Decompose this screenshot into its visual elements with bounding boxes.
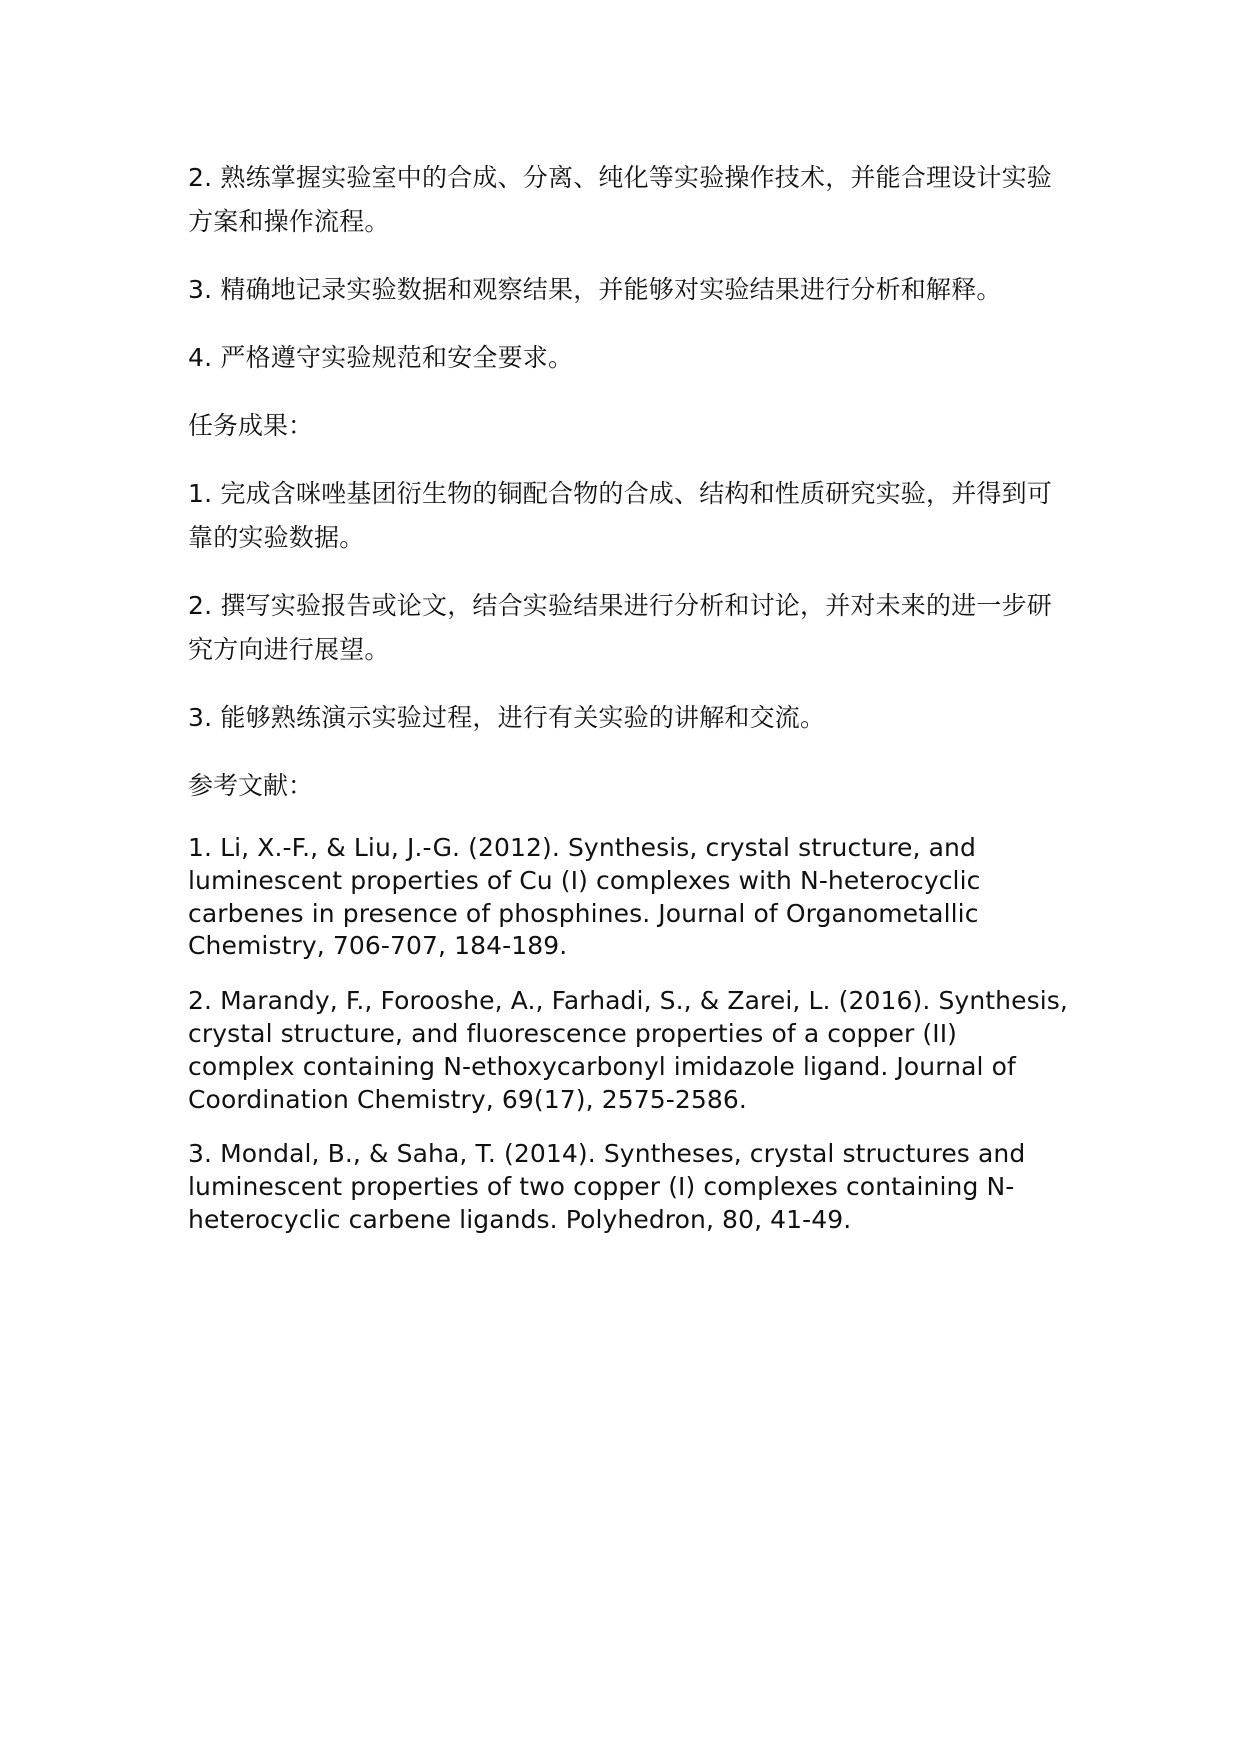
requirement-item: 3. 精确地记录实验数据和观察结果，并能够对实验结果进行分析和解释。 xyxy=(188,275,1002,304)
reference-item: 3. Mondal, B., & Saha, T. (2014). Syntheses, crystal structures and luminescent properties of two copper (I) complexes containing N-heterocyclic carbene ligands. Polyhedron, 80, 41-49. xyxy=(188,1139,1026,1234)
reference-item: 1. Li, X.-F., & Liu, J.-G. (2012). Synthesis, crystal structure, and luminescent properties of Cu (I) complexes with N-heterocyclic carbenes in presence of phosphines. Journal of Organometallic Chemistry, 706-707, 184-189. xyxy=(188,833,981,961)
outcome-item: 3. 能够熟练演示实验过程，进行有关实验的讲解和交流。 xyxy=(188,703,826,732)
outcome-item: 1. 完成含咪唑基团衍生物的铜配合物的合成、结构和性质研究实验，并得到可靠的实验数据。 xyxy=(188,479,1053,552)
requirement-item: 2. 熟练掌握实验室中的合成、分离、纯化等实验操作技术，并能合理设计实验方案和操作流程。 xyxy=(188,163,1053,236)
requirement-item: 4. 严格遵守实验规范和安全要求。 xyxy=(188,343,574,372)
outcomes-heading: 任务成果： xyxy=(188,411,314,440)
document-page xyxy=(188,156,1068,1259)
outcome-item: 2. 撰写实验报告或论文，结合实验结果进行分析和讨论，并对未来的进一步研究方向进行展望。 xyxy=(188,591,1053,664)
reference-item: 2. Marandy, F., Forooshe, A., Farhadi, S., & Zarei, L. (2016). Synthesis, crystal structure, and fluorescence properties of a copper (II) complex containing N-ethoxycarbonyl imidazole ligand. Journal of Coordination Chemistry, 69(17), 2575-2586. xyxy=(188,986,1068,1114)
references-heading: 参考文献： xyxy=(188,771,314,800)
